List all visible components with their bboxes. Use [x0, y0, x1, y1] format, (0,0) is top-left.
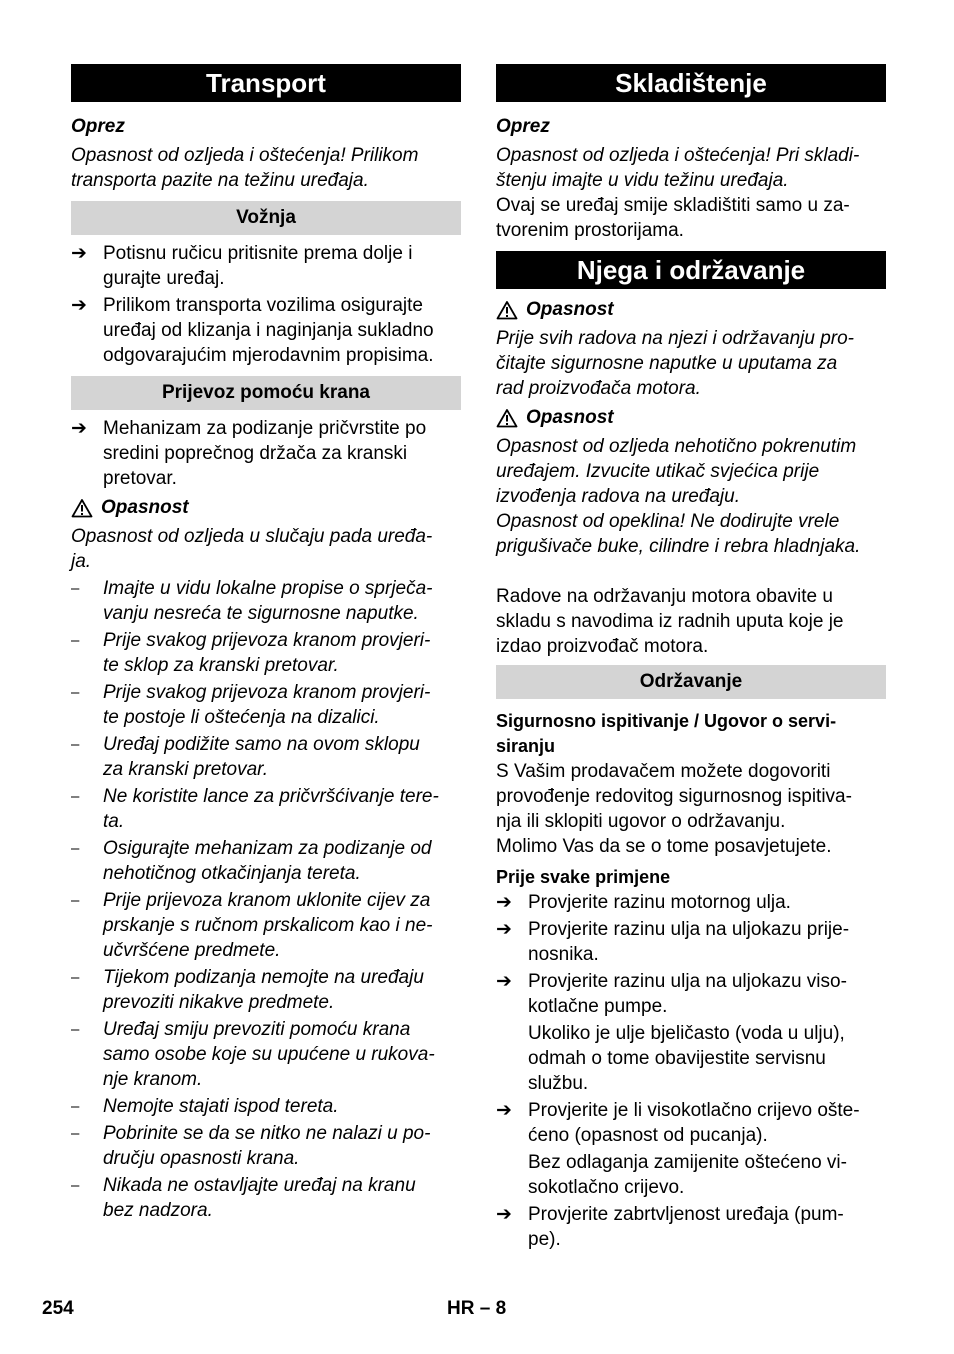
safety-heading-line: Sigurnosno ispitivanje / Ugovor o servi- [496, 711, 837, 731]
maintenance-text-line: Radove na održavanju motora obavite u [496, 586, 833, 607]
dash-bullet: – [71, 736, 80, 753]
arrow-right-icon: ➔ [496, 919, 512, 940]
danger-list-item: – Nikada ne ostavljajte uređaj na kranu bez nadzora. [71, 1175, 416, 1221]
dash-bullet: – [71, 1098, 80, 1115]
dash-bullet: – [71, 892, 80, 909]
dash-bullet: – [71, 788, 80, 805]
section-vožnja-title: Vožnja [71, 201, 461, 235]
dash-bullet: – [71, 1021, 80, 1038]
dash-bullet: – [71, 580, 80, 597]
danger-list-item: – Imajte u vidu lokalne propise o sprječa- vanju nesreća te sigurnosne naputke. [71, 578, 433, 624]
danger-text-line: rad proizvođača motora. [496, 378, 701, 399]
danger-label: Opasnost [526, 407, 614, 428]
danger-list-item: – Osigurajte mehanizam za podizanje od nehotičnog otkačinjanja tereta. [71, 838, 432, 884]
step-item: ➔ Prilikom transporta vozilima osigurajte uređaj od klizanja i naginjanja sukladno odgovarajućim mjerodavnim propisima. [71, 295, 434, 366]
check-step-item: ➔ Provjerite razinu motornog ulja. [496, 892, 791, 913]
danger-text-line: prigušivače buke, cilindre i rebra hladnjaka. [496, 536, 861, 557]
caution-label: Oprez [496, 116, 550, 137]
transport-title: Transport [71, 64, 461, 102]
safety-text-line: nja ili sklopiti ugovor o održavanju. [496, 811, 786, 832]
safety-text-line: S Vašim prodavačem možete dogovoriti [496, 761, 831, 782]
danger-label: Opasnost [101, 497, 189, 518]
check-step-item: ➔ Provjerite je li visokotlačno crijevo ošte- ćeno (opasnost od pucanja). Bez odlaganja zamijenite oštećeno vi- sokotlačno crijevo. [496, 1098, 886, 1200]
check-step-item: ➔ Provjerite zabrtvljenost uređaja (pum- pe). [496, 1204, 844, 1250]
care-maintenance-title: Njega i održavanje [496, 251, 886, 289]
storage-text-line: Ovaj se uređaj smije skladištiti samo u za- [496, 195, 850, 216]
danger-text-line: izvođenja radova na uređaju. [496, 486, 741, 507]
arrow-right-icon: ➔ [496, 1204, 512, 1225]
danger-list-item: – Prije svakog prijevoza kranom provjeri- te postoje li oštećenja na dizalici. [71, 682, 431, 728]
danger-list-item: – Pobrinite se da se nitko ne nalazi u po- dručju opasnosti krana. [71, 1123, 431, 1169]
right-column [496, 64, 886, 1252]
danger-list-item: – Ne koristite lance za pričvršćivanje tere- ta. [71, 786, 439, 832]
danger-list-item: – Prije prijevoza kranom uklonite cijev za prskanje s ručnom prskalicom kao i ne- učvršćene predmete. [71, 890, 433, 961]
dash-bullet: – [71, 840, 80, 857]
dash-bullet: – [71, 1125, 80, 1142]
dash-bullet: – [71, 1177, 80, 1194]
warning-triangle-icon [496, 408, 518, 428]
danger-list-item: – Uređaj podižite samo na ovom sklopu za kranski pretovar. [71, 734, 420, 780]
safety-heading-line: siranju [496, 736, 556, 756]
maintenance-text-line: skladu s navodima iz radnih uputa koje je [496, 611, 844, 632]
step-note: Bez odlaganja zamijenite oštećeno vi- sokotlačno crijevo. [528, 1152, 847, 1198]
safety-text-line: provođenje redovitog sigurnosnog ispitiva- [496, 786, 852, 807]
check-step-item: ➔ Provjerite razinu ulja na uljokazu prije- nosnika. [496, 919, 850, 965]
storage-title: Skladištenje [496, 64, 886, 102]
danger-list [71, 576, 461, 1223]
danger-text-line: Opasnost od opeklina! Ne dodirujte vrele [496, 511, 840, 532]
language-page-label: HR – 8 [447, 1298, 507, 1319]
safety-text-line: Molimo Vas da se o tome posavjetujete. [496, 836, 832, 857]
caution-text-line: štenju imajte u vidu težinu uređaja. [496, 170, 789, 191]
danger-text-line: Opasnost od ozljeda u slučaju pada uređa- [71, 526, 433, 547]
dash-bullet: – [71, 684, 80, 701]
danger-heading [496, 405, 886, 430]
check-step-item: ➔ Provjerite razinu ulja na uljokazu viso- kotlačne pumpe. Ukoliko je ulje bjeličasto (voda u ulju), odmah o tome obavijestite servisnu službu. [496, 969, 886, 1096]
danger-list-item: – Uređaj smiju prevoziti pomoću krana samo osobe koje su upućene u rukova- nje kranom. [71, 1019, 435, 1090]
danger-list-item: – Tijekom podizanja nemojte na uređaju prevoziti nikakve predmete. [71, 967, 424, 1013]
dash-bullet: – [71, 632, 80, 649]
step-item: ➔ Mehanizam za podizanje pričvrstite po sredini poprečnog držača za kranski pretovar. [71, 418, 427, 489]
arrow-right-icon: ➔ [71, 295, 87, 316]
warning-triangle-icon [71, 498, 93, 518]
caution-text-line: Opasnost od ozljeda i oštećenja! Prilikom [71, 145, 419, 166]
step-item: ➔ Potisnu ručicu pritisnite prema dolje i gurajte uređaj. [71, 243, 413, 289]
left-column [71, 64, 461, 1223]
arrow-right-icon: ➔ [71, 418, 87, 439]
danger-label: Opasnost [526, 299, 614, 320]
section-crane-title: Prijevoz pomoću krana [71, 376, 461, 410]
arrow-right-icon: ➔ [71, 243, 87, 264]
caution-label: Oprez [71, 116, 125, 137]
arrow-right-icon: ➔ [496, 892, 512, 913]
danger-list-item: – Nemojte stajati ispod tereta. [71, 1096, 339, 1117]
danger-text-line: Prije svih radova na njezi i održavanju pro- [496, 328, 855, 349]
arrow-right-icon: ➔ [496, 1100, 512, 1121]
before-use-heading: Prije svake primjene [496, 867, 671, 887]
section-maintenance-title: Održavanje [496, 665, 886, 699]
arrow-right-icon: ➔ [496, 971, 512, 992]
danger-text-line: čitajte sigurnosne naputke u uputama za [496, 353, 838, 374]
danger-heading [496, 297, 886, 322]
dash-bullet: – [71, 969, 80, 986]
page-number: 254 [42, 1298, 74, 1319]
danger-text-line: ja. [71, 551, 92, 572]
danger-text-line: Opasnost od ozljeda nehotično pokrenutim [496, 436, 857, 457]
warning-triangle-icon [496, 300, 518, 320]
caution-text-line: transporta pazite na težinu uređaja. [71, 170, 369, 191]
danger-heading [71, 495, 461, 520]
danger-text-line: uređajem. Izvucite utikač svjećica prije [496, 461, 820, 482]
before-use-list [496, 890, 886, 1252]
step-note: Ukoliko je ulje bjeličasto (voda u ulju), odmah o tome obavijestite servisnu službu. [528, 1023, 845, 1094]
storage-text-line: tvorenim prostorijama. [496, 220, 684, 241]
caution-text-line: Opasnost od ozljeda i oštećenja! Pri skladi- [496, 145, 860, 166]
maintenance-text-line: izdao proizvođač motora. [496, 636, 709, 657]
danger-list-item: – Prije svakog prijevoza kranom provjeri- te sklop za kranski pretovar. [71, 630, 431, 676]
